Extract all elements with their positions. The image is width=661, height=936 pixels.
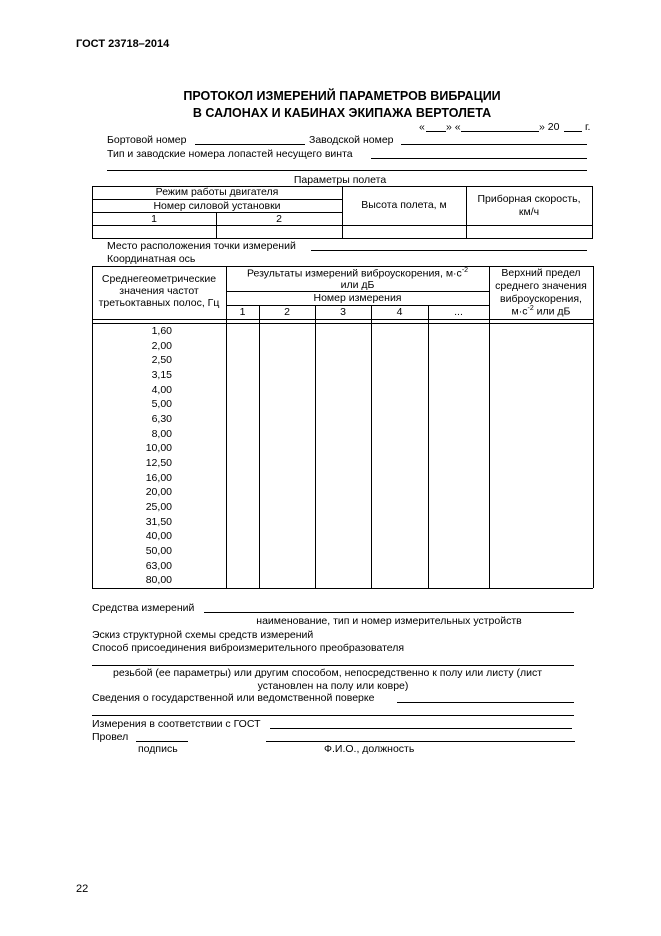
blades-field[interactable] [371, 158, 587, 159]
frequency-value: 2,00 [151, 340, 172, 352]
results-header-line2: или дБ [340, 279, 375, 291]
verification-field-continued[interactable] [92, 715, 574, 716]
engine-mode-header: Режим работы двигателя [155, 186, 279, 198]
power-unit-1: 1 [151, 213, 157, 225]
verification-label: Сведения о государственной или ведомственной поверке [92, 692, 375, 704]
signature-label: подпись [138, 743, 178, 755]
location-field[interactable] [311, 250, 587, 251]
conducted-label: Провел [92, 731, 129, 743]
axis-label: Координатная ось [107, 253, 196, 265]
flight-parameters-caption: Параметры полета [293, 174, 387, 186]
speed-header-line1: Приборная скорость, [477, 193, 581, 205]
meas-col-3: 3 [340, 306, 346, 318]
frequency-value: 80,00 [145, 574, 172, 586]
gost-label: Измерения в соответствии с ГОСТ [92, 718, 261, 730]
meas-col-4: 4 [396, 306, 403, 318]
speed-header-line2: км/ч [518, 206, 540, 218]
frequency-value: 6,30 [151, 413, 172, 425]
freq-header-line3: третьоктавных полос, Гц [98, 297, 220, 309]
frequency-value: 4,00 [151, 384, 172, 396]
upper-limit-line1: Верхний предел [501, 267, 581, 279]
attach-label: Способ присоединения виброизмерительного преобразователя [92, 642, 405, 654]
frequency-value: 5,00 [151, 398, 172, 410]
document-title-line2: В САЛОНАХ И КАБИНАХ ЭКИПАЖА ВЕРТОЛЕТА [192, 106, 492, 120]
meas-col-1: 1 [239, 306, 246, 318]
freq-header-line2: значения частот [119, 285, 199, 297]
power-unit-2: 2 [276, 213, 282, 225]
frequency-value: 25,00 [145, 501, 172, 513]
location-label: Место расположения точки измерений [107, 240, 296, 252]
signature-field[interactable] [136, 741, 188, 742]
frequency-value: 10,00 [145, 442, 172, 454]
meas-col-2: 2 [284, 306, 290, 318]
frequency-value: 2,50 [151, 354, 172, 366]
results-header-line1: Результаты измерений виброускорения, $м\cdot с^{-2}$ [246, 267, 469, 280]
standard-header: ГОСТ 23718–2014 [76, 38, 170, 50]
verification-field[interactable] [397, 702, 574, 703]
factory-number-field[interactable] [401, 144, 587, 145]
frequency-value: 31,50 [145, 516, 172, 528]
document-title-line1: ПРОТОКОЛ ИЗМЕРЕНИЙ ПАРАМЕТРОВ ВИБРАЦИИ [183, 89, 501, 103]
measurement-number-header: Номер измерения [313, 292, 402, 304]
instruments-field[interactable] [204, 612, 574, 613]
attach-field[interactable] [92, 665, 574, 666]
instruments-note: наименование, тип и номер измерительных устройств [256, 615, 522, 627]
frequency-value: 63,00 [145, 560, 172, 572]
frequency-value: 40,00 [145, 530, 172, 542]
frequency-value: 16,00 [145, 472, 172, 484]
upper-limit-line2: среднего значения [495, 280, 587, 292]
attach-note-line2: установлен на полу или ковре) [257, 680, 409, 692]
page-number: 22 [76, 883, 89, 895]
board-number-field[interactable] [195, 144, 305, 145]
frequency-value: 20,00 [145, 486, 172, 498]
altitude-header: Высота полета, м [361, 199, 447, 211]
fio-field[interactable] [266, 741, 575, 742]
upper-limit-line4: $м\cdot с^{-2}$ или дБ [511, 305, 571, 318]
attach-note-line1: резьбой (ее параметры) или другим способом, непосредственно к полу или листу (лист [113, 667, 543, 679]
factory-number-label: Заводской номер [309, 134, 394, 146]
frequency-value: 8,00 [151, 428, 172, 440]
gost-field[interactable] [270, 728, 572, 729]
power-unit-header: Номер силовой установки [153, 200, 281, 212]
board-number-label: Бортовой номер [107, 134, 187, 146]
blades-field-continued[interactable] [107, 170, 587, 171]
upper-limit-line3: виброускорения, [500, 293, 582, 305]
freq-header-line1: Среднегеометрические [101, 273, 217, 285]
instruments-label: Средства измерений [92, 602, 195, 614]
blades-label: Тип и заводские номера лопастей несущего винта [107, 148, 353, 160]
frequency-value: 12,50 [145, 457, 172, 469]
fio-label: Ф.И.О., должность [324, 743, 415, 755]
frequency-value: 3,15 [151, 369, 172, 381]
frequency-value: 1,60 [151, 325, 172, 337]
frequency-value: 50,00 [145, 545, 172, 557]
sketch-label: Эскиз структурной схемы средств измерений [92, 629, 314, 641]
meas-col-more: ... [454, 306, 463, 318]
